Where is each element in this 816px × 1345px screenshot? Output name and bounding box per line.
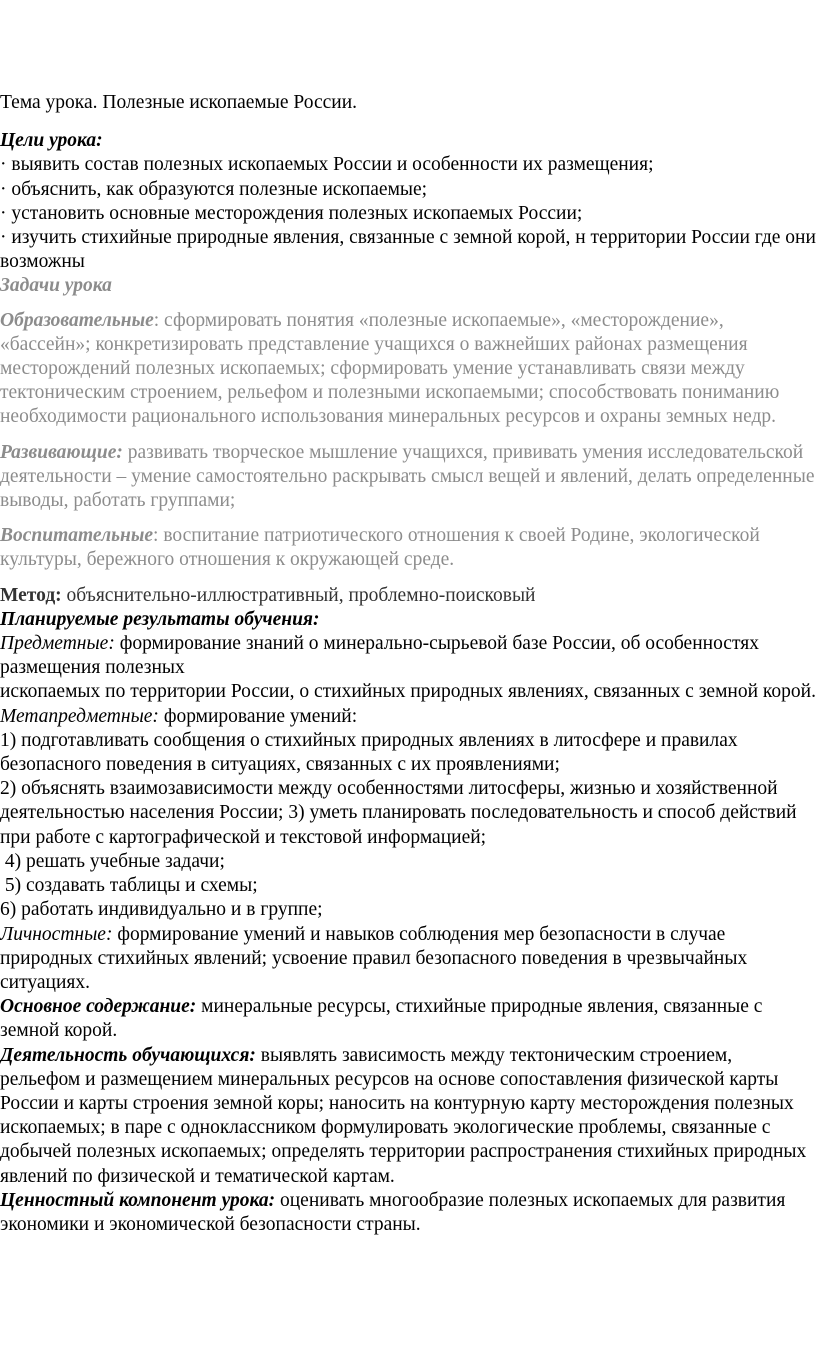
spacer — [0, 299, 816, 309]
spacer — [0, 513, 816, 524]
goal-item: · выявить состав полезных ископаемых России и особенности их размещения; — [0, 154, 654, 176]
meta-paragraph — [0, 705, 816, 729]
upbringing-text: : воспитание патриотического отношения к своей Родине, экологической культуры, бережного отношения к окружающей среде. — [0, 525, 760, 571]
upbringing-paragraph — [0, 524, 816, 572]
lesson-topic: Тема урока. Полезные ископаемые России. — [0, 92, 358, 113]
content-text: минеральные ресурсы, стихийные природные явления, связанные с земной корой. — [0, 996, 763, 1042]
meta-label: Метапредметные: — [0, 705, 159, 727]
meta-text: формирование умений: — [158, 705, 358, 727]
spacer — [0, 115, 816, 129]
tasks-heading: Задачи урока — [0, 275, 112, 297]
personal-label: Личностные: — [0, 923, 113, 945]
subject-text: формирование знаний о минерально-сырьевой базе России, об особенностях размещения полезных — [0, 633, 759, 679]
upbringing-label: Воспитательные — [0, 525, 154, 547]
meta-item: 2) объяснять взаимозависимости между особенностями литосферы, жизнью и хозяйственной деятельностью населения России; 3) уметь планировать последовательность и способ действий при работе с картографической и текстовой информацией; — [0, 778, 797, 848]
method-label: Метод: — [0, 584, 62, 606]
activity-text: выявлять зависимость между тектоническим строением, рельефом и размещением минеральных ресурсов на основе сопоставления физической карты России и карты строения земной коры; наносить на контурную карту месторождения полезных ископаемых; в паре с одноклассником формулировать экологические проблемы, связанные с добычей полезных ископаемых; определять территории распространения стихийных природных явлений по физической и тематической картам. — [0, 1044, 807, 1187]
educational-label: Образовательные — [0, 309, 154, 331]
method-paragraph — [0, 584, 816, 608]
activity-paragraph — [0, 1044, 816, 1189]
activity-label: Деятельность обучающихся: — [0, 1044, 256, 1066]
developing-label: Развивающие: — [0, 441, 123, 463]
content-paragraph — [0, 995, 816, 1043]
subject-label: Предметные: — [0, 633, 115, 655]
spacer — [0, 573, 816, 584]
value-paragraph — [0, 1189, 816, 1237]
value-label: Ценностный компонент урока: — [0, 1189, 276, 1211]
results-heading: Планируемые результаты обучения: — [0, 608, 320, 630]
goal-item: · установить основные месторождения полезных ископаемых России; — [0, 202, 583, 224]
developing-text: развивать творческое мышление учащихся, прививать умения исследовательской деятельности – умение самостоятельно раскрывать смысл вещей и явлений, делать определенные выводы, работать группами; — [0, 441, 815, 512]
method-text: объяснительно-иллюстративный, проблемно-поисковый — [61, 584, 536, 606]
subject-paragraph — [0, 632, 816, 680]
educational-paragraph — [0, 309, 816, 430]
meta-item: 6) работать индивидуально и в группе; — [0, 899, 323, 921]
meta-item: 5) создавать таблицы и схемы; — [0, 875, 258, 897]
developing-paragraph — [0, 441, 816, 514]
goal-item: · объяснить, как образуются полезные ископаемые; — [0, 178, 428, 200]
meta-item: 1) подготавливать сообщения о стихийных природных явлениях в литосфере и правилах безопасного поведения в ситуациях, связанных с их проявлениями; — [0, 729, 738, 776]
subject-paragraph-continued: ископаемых по территории России, о стихийных природных явлениях, связанных с земной корой. — [0, 681, 816, 703]
educational-text: : сформировать понятия «полезные ископаемые», «месторождение», «бассейн»; конкретизировать представление учащихся о важнейших районах размещения месторождений полезных ископаемых; сформировать умение устанавливать связи между тектоническим строением, рельефом и полезными ископаемыми; способствовать пониманию необходимости рационального использования минеральных ресурсов и охраны земных недр. — [0, 309, 780, 428]
spacer — [0, 430, 816, 441]
goal-item: · изучить стихийные природные явления, связанные с земной корой, н территории России где они возможны — [0, 227, 816, 273]
content-label: Основное содержание: — [0, 996, 197, 1018]
meta-item: 4) решать учебные задачи; — [0, 850, 225, 872]
value-text: оценивать многообразие полезных ископаемых для развития экономики и экономической безопасности страны. — [0, 1189, 786, 1235]
personal-paragraph — [0, 923, 816, 996]
personal-text: формирование умений и навыков соблюдения мер безопасности в случае природных стихийных явлений; усвоение правил безопасного поведения в чрезвычайных ситуациях. — [0, 923, 748, 993]
goals-heading: Цели урока: — [0, 130, 103, 152]
